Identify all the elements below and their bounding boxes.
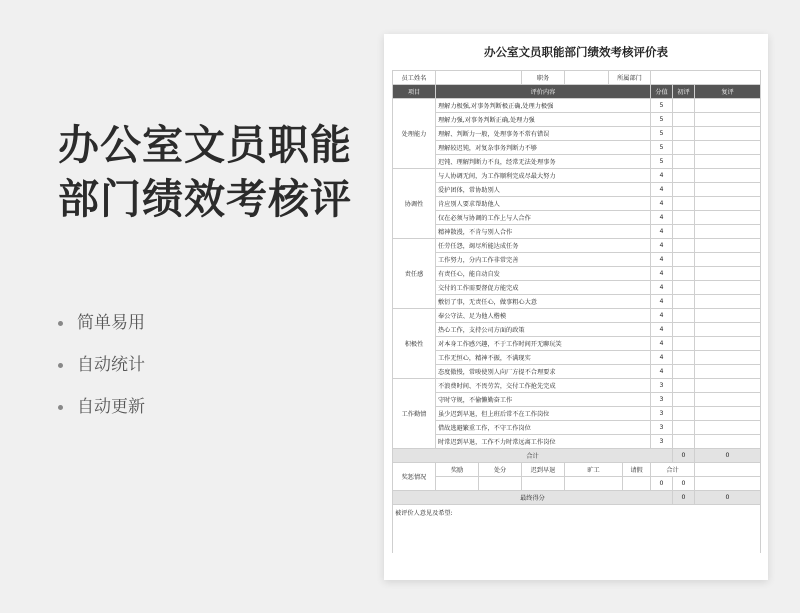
criteria-score: 3 [651,379,673,393]
criteria-text: 仅在必须与协调的工作上与人合作 [436,211,651,225]
criteria-row [393,309,761,323]
criteria-text: 有责任心，能自动自发 [436,267,651,281]
criteria-row [393,435,761,449]
rewards-value-field[interactable] [623,477,651,491]
criteria-score: 4 [651,281,673,295]
first-score-field[interactable] [673,393,695,407]
review-score-field[interactable] [695,337,761,351]
review-score-field[interactable] [695,351,761,365]
first-score-field[interactable] [673,337,695,351]
table-header-row [393,85,761,99]
rewards-remark-field [695,477,761,491]
employee-info-row [393,71,761,85]
criteria-score: 4 [651,239,673,253]
criteria-row [393,155,761,169]
first-score-field[interactable] [673,295,695,309]
first-score-field[interactable] [673,113,695,127]
criteria-row [393,239,761,253]
employee-name-label: 员工姓名 [393,71,436,85]
final-review: 0 [695,491,761,505]
criteria-score: 4 [651,169,673,183]
rewards-value-field[interactable] [479,477,522,491]
employee-name-field[interactable] [436,71,522,85]
criteria-text: 任劳任怨，竭尽所能达成任务 [436,239,651,253]
review-score-field[interactable] [695,323,761,337]
criteria-text: 不浪费时间、不畏劳苦，交付工作抢先完成 [436,379,651,393]
criteria-row [393,337,761,351]
feature-item: 简单易用 [58,309,145,351]
first-score-field[interactable] [673,407,695,421]
header-item: 项目 [393,85,436,99]
rewards-header-cell: 奖励 [436,463,479,477]
review-score-field[interactable] [695,141,761,155]
review-score-field[interactable] [695,99,761,113]
headline-line-1: 办公室文员职能 [58,121,352,169]
review-score-field[interactable] [695,393,761,407]
criteria-text: 守时守规，不偷懒勤奋工作 [436,393,651,407]
position-field[interactable] [565,71,609,85]
first-score-field[interactable] [673,239,695,253]
final-score-row [393,491,761,505]
header-review: 复评 [695,85,761,99]
criteria-score: 5 [651,113,673,127]
first-score-field[interactable] [673,211,695,225]
comment-row [393,505,761,554]
criteria-row [393,351,761,365]
review-score-field[interactable] [695,295,761,309]
criteria-text: 工作无恒心，精神不振，不满现实 [436,351,651,365]
criteria-score: 5 [651,127,673,141]
first-score-field[interactable] [673,323,695,337]
criteria-score: 3 [651,435,673,449]
position-label: 职务 [522,71,565,85]
criteria-score: 4 [651,337,673,351]
rewards-first: 0 [651,477,673,491]
criteria-score: 3 [651,407,673,421]
criteria-score: 4 [651,211,673,225]
section-name: 处理能力 [393,99,436,169]
feature-list [58,309,145,435]
criteria-score: 4 [651,323,673,337]
section-name: 积极性 [393,309,436,379]
first-score-field[interactable] [673,169,695,183]
criteria-score: 4 [651,351,673,365]
first-score-field[interactable] [673,267,695,281]
review-score-field[interactable] [695,239,761,253]
first-score-field[interactable] [673,351,695,365]
review-score-field[interactable] [695,407,761,421]
criteria-score: 4 [651,365,673,379]
headline-block [58,118,352,226]
review-score-field[interactable] [695,113,761,127]
criteria-text: 理解力强,对事务判断正确,处理力强 [436,113,651,127]
criteria-score: 5 [651,155,673,169]
criteria-row [393,323,761,337]
bullet-icon [58,405,63,410]
criteria-text: 与人协调无间，为工作顺利完成尽最大努力 [436,169,651,183]
department-label: 所属部门 [609,71,651,85]
feature-item: 自动统计 [58,351,145,393]
total-row [393,449,761,463]
first-score-field[interactable] [673,197,695,211]
review-score-field[interactable] [695,435,761,449]
first-score-field[interactable] [673,435,695,449]
review-score-field[interactable] [695,421,761,435]
comment-field[interactable]: 被评价人意见及希望: [393,505,761,554]
header-first: 初评 [673,85,695,99]
first-score-field[interactable] [673,421,695,435]
section-name: 责任感 [393,239,436,309]
criteria-score: 3 [651,393,673,407]
rewards-review: 0 [673,477,695,491]
section-name: 协调性 [393,169,436,239]
first-score-field[interactable] [673,309,695,323]
criteria-text: 爱护团体，常协助别人 [436,183,651,197]
final-first: 0 [673,491,695,505]
review-score-field[interactable] [695,197,761,211]
criteria-score: 4 [651,197,673,211]
criteria-row [393,225,761,239]
first-score-field[interactable] [673,225,695,239]
review-score-field[interactable] [695,365,761,379]
criteria-score: 4 [651,225,673,239]
criteria-row [393,407,761,421]
first-score-field[interactable] [673,155,695,169]
criteria-text: 迟钝、理解判断力不良，经常无法处理事务 [436,155,651,169]
department-field[interactable] [651,71,761,85]
rewards-values-row [393,477,761,491]
first-score-field[interactable] [673,379,695,393]
review-score-field[interactable] [695,309,761,323]
criteria-row [393,183,761,197]
criteria-text: 态度傲慢，常唆使别人向厂方提不合理要求 [436,365,651,379]
criteria-text: 精神散漫，不肯与别人合作 [436,225,651,239]
criteria-text: 对本身工作感兴趣，不于工作时间开无聊玩笑 [436,337,651,351]
criteria-text: 理解较迟钝，对复杂事务判断力不够 [436,141,651,155]
rewards-remark [695,463,761,477]
criteria-text: 交付的工作需要督促方能完成 [436,281,651,295]
criteria-text: 奉公守法、足为他人楷模 [436,309,651,323]
first-score-field[interactable] [673,253,695,267]
rewards-header-cell: 迟到早退 [522,463,565,477]
criteria-score: 4 [651,295,673,309]
criteria-text: 虽少迟到早退，但上班后常不在工作岗位 [436,407,651,421]
bullet-icon [58,321,63,326]
criteria-text: 时常迟到早退，工作不力时常远离工作岗位 [436,435,651,449]
review-score-field[interactable] [695,183,761,197]
review-score-field[interactable] [695,211,761,225]
criteria-text: 借故逃避繁重工作，不守工作岗位 [436,421,651,435]
total-first: 0 [673,449,695,463]
criteria-score: 4 [651,183,673,197]
rewards-header-row [393,463,761,477]
rewards-label: 奖惩情况 [393,463,436,491]
criteria-row [393,113,761,127]
review-score-field[interactable] [695,127,761,141]
criteria-row [393,169,761,183]
criteria-row [393,141,761,155]
criteria-score: 4 [651,267,673,281]
criteria-score: 3 [651,421,673,435]
review-score-field[interactable] [695,267,761,281]
final-score-label: 最终得分 [393,491,673,505]
headline-line-2: 部门绩效考核评 [58,175,352,223]
criteria-score: 5 [651,141,673,155]
rewards-value-field[interactable] [436,477,479,491]
criteria-text: 敷衍了事，无责任心，做事粗心大意 [436,295,651,309]
rewards-header-cell: 旷工 [565,463,623,477]
criteria-row [393,253,761,267]
review-score-field[interactable] [695,253,761,267]
criteria-text: 理解、判断力一般，处理事务不常有错误 [436,127,651,141]
first-score-field[interactable] [673,281,695,295]
first-score-field[interactable] [673,141,695,155]
bullet-icon [58,363,63,368]
criteria-text: 热心工作，支持公司方面的政策 [436,323,651,337]
criteria-row [393,379,761,393]
criteria-row [393,365,761,379]
first-score-field[interactable] [673,183,695,197]
review-score-field[interactable] [695,169,761,183]
first-score-field[interactable] [673,127,695,141]
rewards-header-cell: 合计 [651,463,695,477]
sheet-title: 办公室文员职能部门绩效考核评价表 [484,45,668,59]
criteria-row [393,127,761,141]
criteria-score: 4 [651,253,673,267]
total-review: 0 [695,449,761,463]
rewards-header-cell: 处分 [479,463,522,477]
header-content: 评价内容 [436,85,651,99]
criteria-row [393,295,761,309]
criteria-text: 肯应别人要求帮助他人 [436,197,651,211]
criteria-row [393,211,761,225]
criteria-row [393,393,761,407]
criteria-row [393,267,761,281]
total-label: 合计 [393,449,673,463]
header-score: 分值 [651,85,673,99]
review-score-field[interactable] [695,281,761,295]
first-score-field[interactable] [673,99,695,113]
review-score-field[interactable] [695,155,761,169]
criteria-text: 工作努力，分内工作非常完善 [436,253,651,267]
rewards-value-field[interactable] [565,477,623,491]
review-score-field[interactable] [695,379,761,393]
criteria-text: 理解力极强,对事务判断极正确,处理力极强 [436,99,651,113]
rewards-header-cell: 请假 [623,463,651,477]
evaluation-sheet [384,34,768,580]
feature-item: 自动更新 [58,393,145,435]
section-name: 工作勤情 [393,379,436,449]
first-score-field[interactable] [673,365,695,379]
criteria-row [393,99,761,113]
evaluation-table [392,70,761,553]
criteria-row [393,421,761,435]
criteria-row [393,197,761,211]
rewards-value-field[interactable] [522,477,565,491]
criteria-score: 4 [651,309,673,323]
criteria-row [393,281,761,295]
criteria-score: 5 [651,99,673,113]
review-score-field[interactable] [695,225,761,239]
